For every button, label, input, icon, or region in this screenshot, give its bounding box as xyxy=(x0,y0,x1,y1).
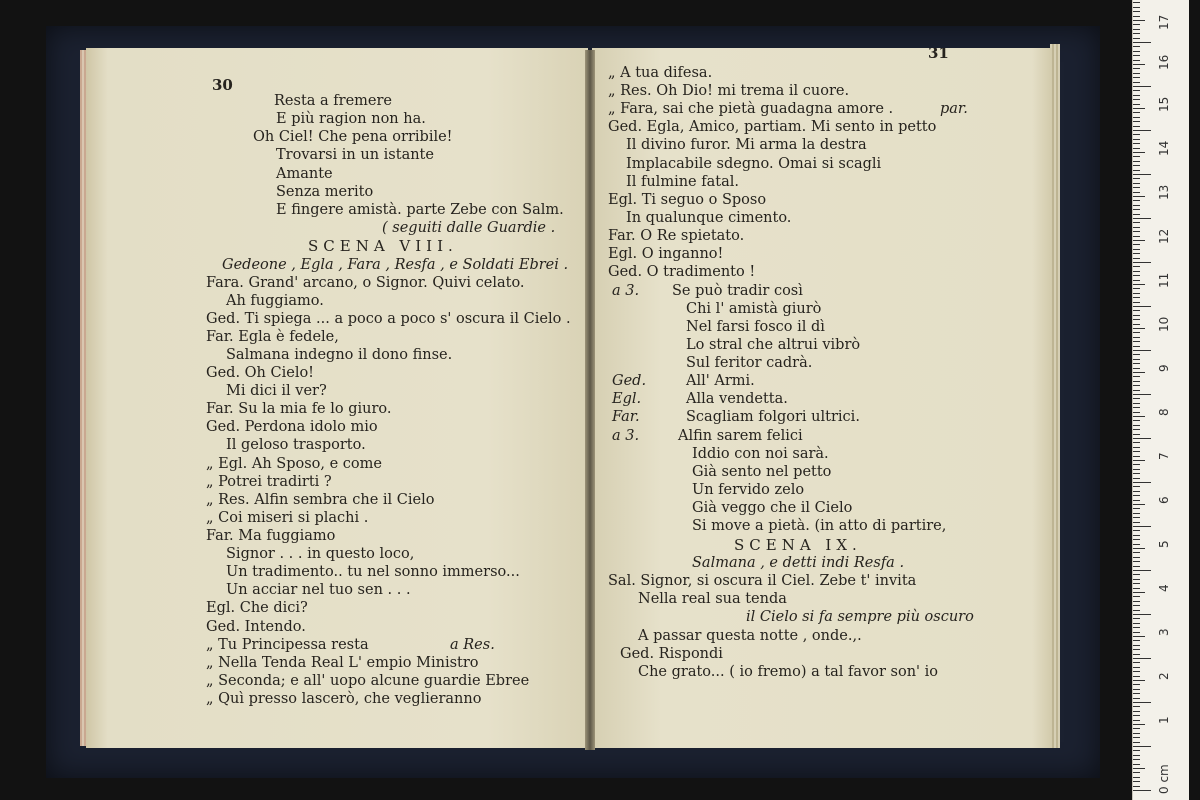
ruler-tick xyxy=(1133,24,1140,25)
ruler-tick xyxy=(1133,442,1140,443)
right-page xyxy=(592,48,1052,748)
ruler-number: 3 xyxy=(1157,628,1171,636)
text-line: Ged. Intendo. xyxy=(206,619,306,635)
ruler-tick xyxy=(1133,46,1140,47)
text-line: In qualunque cimento. xyxy=(626,210,792,226)
ruler-tick xyxy=(1133,161,1140,162)
ruler-tick xyxy=(1133,601,1140,602)
ruler-tick xyxy=(1133,530,1140,531)
text-line: Alfin sarem felici xyxy=(678,428,803,444)
ruler-tick xyxy=(1133,337,1140,338)
ruler-tick xyxy=(1133,548,1145,549)
ruler-tick xyxy=(1133,772,1140,773)
ruler-tick xyxy=(1133,746,1151,747)
left-page xyxy=(86,48,588,748)
ruler-tick xyxy=(1133,654,1140,655)
text-line: „ Seconda; e all' uopo alcune guardie Ebree xyxy=(206,673,530,689)
ruler-tick xyxy=(1133,434,1140,435)
ruler-tick xyxy=(1133,627,1140,628)
ruler-tick xyxy=(1133,376,1140,377)
ruler-tick xyxy=(1133,139,1140,140)
ruler-tick xyxy=(1133,77,1140,78)
ruler-tick xyxy=(1133,297,1140,298)
ruler-tick xyxy=(1133,447,1140,448)
text-line: Scagliam folgori ultrici. xyxy=(686,409,860,425)
ruler-tick xyxy=(1133,592,1145,593)
ruler-tick xyxy=(1133,385,1140,386)
ruler-tick xyxy=(1133,363,1140,364)
ruler-tick xyxy=(1133,196,1145,197)
ruler-tick xyxy=(1133,425,1140,426)
ruler-tick xyxy=(1133,372,1145,373)
ruler-tick xyxy=(1133,420,1140,421)
ruler-tick xyxy=(1133,275,1140,276)
ruler-tick xyxy=(1133,684,1140,685)
ruler-tick xyxy=(1133,755,1140,756)
ruler-number: 5 xyxy=(1157,540,1171,548)
text-line: Sul feritor cadrà. xyxy=(686,355,813,371)
text-line: Far. O Re spietato. xyxy=(608,228,745,244)
ruler-tick xyxy=(1133,544,1140,545)
text-line: Resta a fremere xyxy=(274,93,392,109)
ruler-tick xyxy=(1133,781,1140,782)
ruler-tick xyxy=(1133,249,1140,250)
ruler-tick xyxy=(1133,759,1140,760)
ruler-tick xyxy=(1133,350,1151,351)
text-line: Far. Ma fuggiamo xyxy=(206,528,336,544)
ruler-tick xyxy=(1133,429,1140,430)
ruler-tick xyxy=(1133,130,1151,131)
ruler-tick xyxy=(1133,508,1140,509)
ruler-tick xyxy=(1133,786,1140,787)
ruler-tick xyxy=(1133,178,1140,179)
ruler-tick xyxy=(1133,517,1140,518)
ruler-tick xyxy=(1133,469,1140,470)
ruler-tick xyxy=(1133,104,1140,105)
ruler-tick xyxy=(1133,126,1140,127)
ruler-tick xyxy=(1133,451,1140,452)
text-line: Ah fuggiamo. xyxy=(226,293,324,309)
ruler-tick xyxy=(1133,2,1140,3)
text-line: Chi l' amistà giurò xyxy=(686,301,822,317)
ruler-tick xyxy=(1133,570,1151,571)
ruler-number: 7 xyxy=(1157,452,1171,460)
text-line: Già veggo che il Cielo xyxy=(692,500,853,516)
text-line: All' Armi. xyxy=(686,373,755,389)
ruler-tick xyxy=(1133,306,1151,307)
ruler-tick xyxy=(1133,610,1140,611)
ruler-tick xyxy=(1133,495,1140,496)
ruler-tick xyxy=(1133,680,1145,681)
text-line: „ Res. Oh Dio! mi trema il cuore. xyxy=(608,83,850,99)
ruler-tick xyxy=(1133,438,1151,439)
ruler-number: 15 xyxy=(1157,96,1171,112)
ruler-tick xyxy=(1133,354,1140,355)
ruler-tick xyxy=(1133,42,1151,43)
ruler-tick xyxy=(1133,588,1140,589)
book-gutter xyxy=(585,50,595,750)
ruler-tick xyxy=(1133,117,1140,118)
ruler-tick xyxy=(1133,482,1151,483)
ruler-tick xyxy=(1133,258,1140,259)
ruler-tick xyxy=(1133,790,1151,791)
text-line: „ Potrei tradirti ? xyxy=(206,474,332,490)
ruler-number: 14 xyxy=(1157,140,1171,156)
text-line: Mi dici il ver? xyxy=(226,383,327,399)
text-line: „ Res. Alfin sembra che il Cielo xyxy=(206,492,435,508)
ruler-number: 10 xyxy=(1157,316,1171,332)
ruler-number: 16 xyxy=(1157,54,1171,70)
ruler-tick xyxy=(1133,108,1145,109)
ruler-tick xyxy=(1133,737,1140,738)
ruler-tick xyxy=(1133,504,1145,505)
ruler-tick xyxy=(1133,332,1140,333)
ruler-tick xyxy=(1133,302,1140,303)
ruler-tick xyxy=(1133,658,1151,659)
ruler-number: 6 xyxy=(1157,496,1171,504)
ruler-tick xyxy=(1133,693,1140,694)
ruler-tick xyxy=(1133,51,1140,52)
text-line: Un acciar nel tuo sen . . . xyxy=(226,582,411,598)
ruler-tick xyxy=(1133,750,1140,751)
ruler-tick xyxy=(1133,170,1140,171)
text-line: Iddio con noi sarà. xyxy=(692,446,829,462)
ruler-tick xyxy=(1133,82,1140,83)
page-number: 30 xyxy=(212,76,233,94)
ruler-tick xyxy=(1133,121,1140,122)
ruler-tick xyxy=(1133,574,1140,575)
ruler-tick xyxy=(1133,90,1140,91)
ruler-tick xyxy=(1133,645,1140,646)
ruler-tick xyxy=(1133,667,1140,668)
ruler-tick xyxy=(1133,16,1140,17)
ruler-tick xyxy=(1133,236,1140,237)
ruler-tick xyxy=(1133,460,1145,461)
ruler-tick xyxy=(1133,711,1140,712)
ruler-tick xyxy=(1133,214,1140,215)
ruler-tick xyxy=(1133,148,1140,149)
ruler-tick xyxy=(1133,174,1151,175)
text-line: „ Nella Tenda Real L' empio Ministro xyxy=(206,655,479,671)
text-line: Alla vendetta. xyxy=(686,391,788,407)
ruler-tick xyxy=(1133,112,1140,113)
ruler-tick xyxy=(1133,649,1140,650)
text-line: „ Fara, sai che pietà guadagna amore . xyxy=(608,101,894,117)
scene-heading: SCENA IX. xyxy=(734,536,862,554)
ruler-tick xyxy=(1133,218,1151,219)
ruler-tick xyxy=(1133,768,1145,769)
text-line: Un tradimento.. tu nel sonno immerso... xyxy=(226,564,520,580)
page-number: 31 xyxy=(928,48,949,62)
ruler-tick xyxy=(1133,165,1140,166)
ruler-tick xyxy=(1133,566,1140,567)
ruler-tick xyxy=(1133,412,1140,413)
ruler-tick xyxy=(1133,86,1151,87)
text-line: Sal. Signor, si oscura il Ciel. Zebe t' invita xyxy=(608,573,917,589)
measurement-ruler xyxy=(1132,0,1189,800)
ruler-tick xyxy=(1133,240,1145,241)
text-line: Oh Ciel! Che pena orribile! xyxy=(253,129,453,145)
ruler-tick xyxy=(1133,491,1140,492)
ruler-tick xyxy=(1133,324,1140,325)
ruler-tick xyxy=(1133,293,1140,294)
ruler-tick xyxy=(1133,407,1140,408)
ruler-tick xyxy=(1133,706,1140,707)
ruler-tick xyxy=(1133,152,1145,153)
ruler-tick xyxy=(1133,368,1140,369)
ruler-tick xyxy=(1133,187,1140,188)
ruler-tick xyxy=(1133,227,1140,228)
ruler-tick xyxy=(1133,200,1140,201)
ruler-tick xyxy=(1133,262,1151,263)
ruler-tick xyxy=(1133,381,1140,382)
text-line: Se può tradir così xyxy=(672,283,803,299)
text-line: A passar questa notte , onde.,. xyxy=(638,628,862,644)
ruler-tick xyxy=(1133,394,1151,395)
ruler-tick xyxy=(1133,253,1140,254)
ruler-tick xyxy=(1133,341,1140,342)
ruler-tick xyxy=(1133,500,1140,501)
ruler-tick xyxy=(1133,95,1140,96)
ruler-tick xyxy=(1133,328,1145,329)
characters-line: Salmana , e detti indi Resfa . xyxy=(692,555,905,571)
ruler-tick xyxy=(1133,284,1145,285)
text-line: Far. Su la mia fe lo giuro. xyxy=(206,401,392,417)
ruler-tick xyxy=(1133,99,1140,100)
text-line: Egl. Ti seguo o Sposo xyxy=(608,192,767,208)
ruler-tick xyxy=(1133,742,1140,743)
text-line: Far. Egla è fedele, xyxy=(206,329,339,345)
ruler-tick xyxy=(1133,535,1140,536)
text-line: Nella real sua tenda xyxy=(638,591,787,607)
ruler-number: 11 xyxy=(1157,272,1171,288)
ruler-tick xyxy=(1133,7,1140,8)
ruler-tick xyxy=(1133,623,1140,624)
ruler-unit-label: 0 cm xyxy=(1157,764,1171,794)
text-line: Ged. Rispondi xyxy=(620,646,723,662)
text-line: Fara. Grand' arcano, o Signor. Quivi celato. xyxy=(206,275,525,291)
text-line: Già sento nel petto xyxy=(692,464,832,480)
ruler-number: 12 xyxy=(1157,228,1171,244)
ruler-tick xyxy=(1133,134,1140,135)
speaker-label: Far. xyxy=(612,409,640,425)
ruler-number: 2 xyxy=(1157,672,1171,680)
ruler-tick xyxy=(1133,561,1140,562)
text-line: Un fervido zelo xyxy=(692,482,805,498)
ruler-tick xyxy=(1133,464,1140,465)
scene-heading: SCENA VIII. xyxy=(308,237,458,255)
text-line: Il divino furor. Mi arma la destra xyxy=(626,137,867,153)
ruler-tick xyxy=(1133,557,1140,558)
text-line: Il fulmine fatal. xyxy=(626,174,739,190)
ruler-tick xyxy=(1133,733,1140,734)
ruler-tick xyxy=(1133,777,1140,778)
ruler-tick xyxy=(1133,632,1140,633)
text-line: „ Egl. Ah Sposo, e come xyxy=(206,456,382,472)
ruler-number: 4 xyxy=(1157,584,1171,592)
text-line: Ged. Perdona idolo mio xyxy=(206,419,378,435)
ruler-tick xyxy=(1133,156,1140,157)
ruler-tick xyxy=(1133,583,1140,584)
ruler-tick xyxy=(1133,390,1140,391)
text-line: Ged. O tradimento ! xyxy=(608,264,756,280)
ruler-number: 1 xyxy=(1157,716,1171,724)
ruler-number: 8 xyxy=(1157,408,1171,416)
ruler-tick xyxy=(1133,539,1140,540)
text-line: „ Coi miseri si plachi . xyxy=(206,510,369,526)
ruler-tick xyxy=(1133,29,1140,30)
characters-line: Gedeone , Egla , Fara , Resfa , e Soldati Ebrei . xyxy=(222,257,569,273)
ruler-tick xyxy=(1133,209,1140,210)
text-line: Egl. O inganno! xyxy=(608,246,724,262)
ruler-tick xyxy=(1133,266,1140,267)
text-line: Amante xyxy=(276,166,333,182)
ruler-tick xyxy=(1133,310,1140,311)
ruler-number: 9 xyxy=(1157,364,1171,372)
stage-direction: a Res. xyxy=(450,637,495,653)
text-line: Trovarsi in un istante xyxy=(276,147,434,163)
ruler-tick xyxy=(1133,724,1145,725)
ruler-tick xyxy=(1133,68,1140,69)
ruler-tick xyxy=(1133,73,1140,74)
ruler-tick xyxy=(1133,764,1140,765)
ruler-tick xyxy=(1133,319,1140,320)
ruler-tick xyxy=(1133,526,1151,527)
text-line: „ Tu Principessa resta xyxy=(206,637,369,653)
ruler-number: 17 xyxy=(1157,14,1171,30)
ruler-tick xyxy=(1133,676,1140,677)
text-line: „ A tua difesa. xyxy=(608,65,713,81)
ruler-tick xyxy=(1133,55,1140,56)
speaker-label: Egl. xyxy=(612,391,642,407)
ruler-tick xyxy=(1133,552,1140,553)
text-line: Nel farsi fosco il dì xyxy=(686,319,825,335)
ruler-tick xyxy=(1133,456,1140,457)
ruler-tick xyxy=(1133,280,1140,281)
speaker-label: Ged. xyxy=(612,373,647,389)
ruler-tick xyxy=(1133,662,1140,663)
text-line: Senza merito xyxy=(276,184,374,200)
ruler-tick xyxy=(1133,205,1140,206)
ruler-tick xyxy=(1133,605,1140,606)
ruler-tick xyxy=(1133,689,1140,690)
ruler-tick xyxy=(1133,288,1140,289)
ruler-tick xyxy=(1133,636,1145,637)
ruler-tick xyxy=(1133,222,1140,223)
ruler-tick xyxy=(1133,231,1140,232)
ruler-tick xyxy=(1133,346,1140,347)
stage-direction: il Cielo si fa sempre più oscuro xyxy=(746,609,974,625)
text-line: Si move a pietà. (in atto di partire, xyxy=(692,518,947,534)
ruler-tick xyxy=(1133,11,1140,12)
ruler-tick xyxy=(1133,33,1140,34)
ruler-tick xyxy=(1133,20,1145,21)
stage-direction: par. xyxy=(940,101,968,117)
ruler-tick xyxy=(1133,416,1145,417)
text-line: Che grato... ( io fremo) a tal favor son' io xyxy=(638,664,939,680)
text-line: Signor . . . in questo loco, xyxy=(226,546,415,562)
ruler-tick xyxy=(1133,315,1140,316)
text-line: Ged. Oh Cielo! xyxy=(206,365,315,381)
ruler-tick xyxy=(1133,192,1140,193)
ruler-tick xyxy=(1133,728,1140,729)
ruler-tick xyxy=(1133,618,1140,619)
ruler-tick xyxy=(1133,244,1140,245)
ruler-tick xyxy=(1133,486,1140,487)
ruler-tick xyxy=(1133,698,1140,699)
ruler-tick xyxy=(1133,640,1140,641)
ruler-tick xyxy=(1133,513,1140,514)
ruler-tick xyxy=(1133,143,1140,144)
text-line: Egl. Che dici? xyxy=(206,600,308,616)
ruler-tick xyxy=(1133,715,1140,716)
text-line: Ged. Egla, Amico, partiam. Mi sento in petto xyxy=(608,119,937,135)
ruler-number: 13 xyxy=(1157,184,1171,200)
ruler-tick xyxy=(1133,183,1140,184)
ruler-tick xyxy=(1133,403,1140,404)
ruler-tick xyxy=(1133,478,1140,479)
ruler-tick xyxy=(1133,596,1140,597)
text-line: E più ragion non ha. xyxy=(276,111,426,127)
ruler-tick xyxy=(1133,60,1140,61)
ruler-tick xyxy=(1133,398,1140,399)
text-line: Implacabile sdegno. Omai si scagli xyxy=(626,156,882,172)
ruler-tick xyxy=(1133,671,1140,672)
text-line: Il geloso trasporto. xyxy=(226,437,366,453)
text-line: Lo stral che altrui vibrò xyxy=(686,337,861,353)
ruler-tick xyxy=(1133,473,1140,474)
ruler-tick xyxy=(1133,271,1140,272)
text-line: Salmana indegno il dono finse. xyxy=(226,347,453,363)
ruler-tick xyxy=(1133,720,1140,721)
ruler-tick xyxy=(1133,614,1151,615)
ruler-tick xyxy=(1133,38,1140,39)
ensemble-marker: a 3. xyxy=(612,428,640,444)
ruler-tick xyxy=(1133,579,1140,580)
ruler-tick xyxy=(1133,64,1145,65)
text-line: E fingere amistà. parte Zebe con Salm. xyxy=(276,202,564,218)
stage-direction: ( seguiti dalle Guardie . xyxy=(382,220,556,236)
text-line: Ged. Ti spiega ... a poco a poco s' oscura il Cielo . xyxy=(206,311,571,327)
ensemble-marker: a 3. xyxy=(612,283,640,299)
ruler-tick xyxy=(1133,359,1140,360)
text-line: „ Quì presso lascerò, che veglieranno xyxy=(206,691,482,707)
ruler-tick xyxy=(1133,702,1151,703)
ruler-tick xyxy=(1133,522,1140,523)
